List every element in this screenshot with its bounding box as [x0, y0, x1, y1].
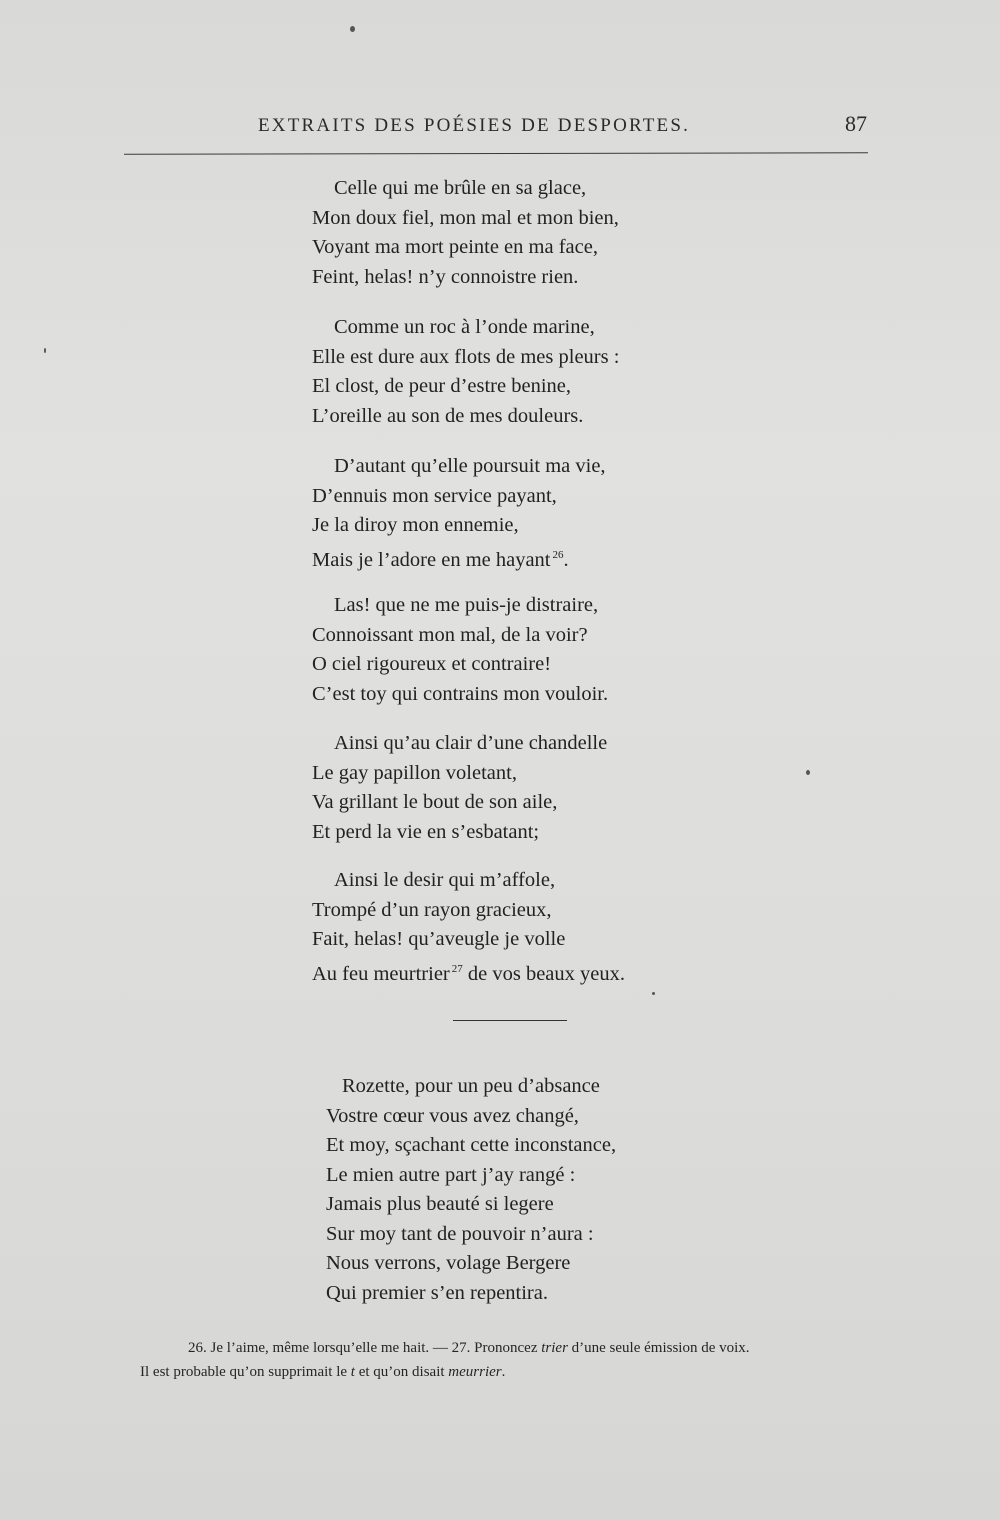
- verse-line: Las! que ne me puis-je distraire,: [334, 594, 599, 616]
- footnote-ref: 27: [451, 962, 463, 975]
- verse-line: El clost, de peur d’estre benine,: [312, 375, 572, 397]
- verse-line: Celle qui me brûle en sa glace,: [334, 177, 587, 199]
- poem-rozette: [326, 1072, 746, 1308]
- footnote-line-1: [140, 1336, 900, 1360]
- verse-line: C’est toy qui contrains mon vouloir.: [312, 682, 609, 705]
- stanza-5: [312, 729, 732, 847]
- footnote-emphasis: trier: [541, 1340, 568, 1356]
- verse-line: Je la diroy mon ennemie,: [312, 514, 519, 536]
- stanza-3: [312, 452, 732, 570]
- paper-speck: [652, 992, 655, 995]
- verse-line: [312, 955, 732, 985]
- footnote-text: Il est probable qu’on supprimait le: [140, 1364, 351, 1380]
- footnote-line-2: [140, 1360, 900, 1384]
- verse-line: Le gay papillon voletant,: [312, 761, 517, 784]
- verse-line: Ainsi le desir qui m’affole,: [334, 869, 556, 891]
- verse-line: Va grillant le bout de son aile,: [312, 791, 558, 813]
- paper-speck: [350, 26, 355, 32]
- verse-line: Le mien autre part j’ay rangé :: [326, 1163, 576, 1186]
- verse-line: O ciel rigoureux et contraire!: [312, 653, 552, 675]
- verse-line: L’oreille au son de mes douleurs.: [312, 404, 584, 427]
- verse-line: Ainsi qu’au clair d’une chandelle: [334, 732, 608, 754]
- verse-line: Fait, helas! qu’aveugle je volle: [312, 928, 566, 950]
- verse-line: Sur moy tant de pouvoir n’aura :: [326, 1222, 594, 1245]
- verse-text: de vos beaux yeux.: [462, 962, 625, 985]
- verse-line: Vostre cœur vous avez changé,: [326, 1104, 579, 1127]
- verse-line: Jamais plus beauté si legere: [326, 1193, 554, 1215]
- running-title: EXTRAITS DES POÉSIES DE DESPORTES.: [258, 115, 691, 136]
- footnote-emphasis: t: [350, 1364, 355, 1380]
- header-rule: [124, 152, 868, 155]
- verse-line: Qui premier s’en repentira.: [326, 1281, 548, 1304]
- verse-line: Rozette, pour un peu d’absance: [342, 1075, 600, 1097]
- section-divider: [453, 1020, 567, 1021]
- verse-text: Au feu meurtrier: [312, 962, 450, 985]
- verse-line: Et perd la vie en s’esbatant;: [312, 820, 540, 843]
- verse-line: Elle est dure aux flots de mes pleurs :: [312, 345, 620, 368]
- verse-text: Mais je l’adore en me hayant: [312, 548, 551, 571]
- footnote-ref: 26: [552, 548, 564, 561]
- paper-speck: [806, 770, 810, 775]
- verse-line: Feint, helas! n’y connoistre rien.: [312, 265, 579, 288]
- verse-line: Voyant ma mort peinte en ma face,: [312, 236, 598, 258]
- verse-line: Et moy, sçachant cette inconstance,: [326, 1134, 617, 1156]
- footnote-text: .: [501, 1364, 506, 1380]
- verse-line: D’ennuis mon service payant,: [312, 484, 557, 507]
- footnotes: [140, 1336, 900, 1384]
- verse-line: Mon doux fiel, mon mal et mon bien,: [312, 206, 619, 229]
- footnote-text: et qu’on disait: [354, 1364, 449, 1380]
- stanza-6: [312, 866, 732, 984]
- footnote-text: d’une seule émission de voix.: [567, 1340, 750, 1356]
- paper-speck: [44, 348, 46, 353]
- stanza-2: [312, 313, 732, 431]
- verse-line: [312, 541, 732, 571]
- verse-line: Comme un roc à l’onde marine,: [334, 316, 595, 338]
- verse-line: Connoissant mon mal, de la voir?: [312, 623, 588, 646]
- verse-line: D’autant qu’elle poursuit ma vie,: [334, 455, 606, 477]
- stanza-1: [312, 174, 732, 292]
- verse-line: Nous verrons, volage Bergere: [326, 1252, 571, 1274]
- stanza-4: [312, 591, 732, 709]
- verse-line: Trompé d’un rayon gracieux,: [312, 898, 552, 921]
- footnote-text: 26. Je l’aime, même lorsqu’elle me hait. — 27. Prononcez: [188, 1340, 542, 1356]
- footnote-emphasis: meurrier: [448, 1364, 502, 1380]
- page-number: 87: [845, 111, 867, 136]
- verse-punct: .: [563, 548, 569, 571]
